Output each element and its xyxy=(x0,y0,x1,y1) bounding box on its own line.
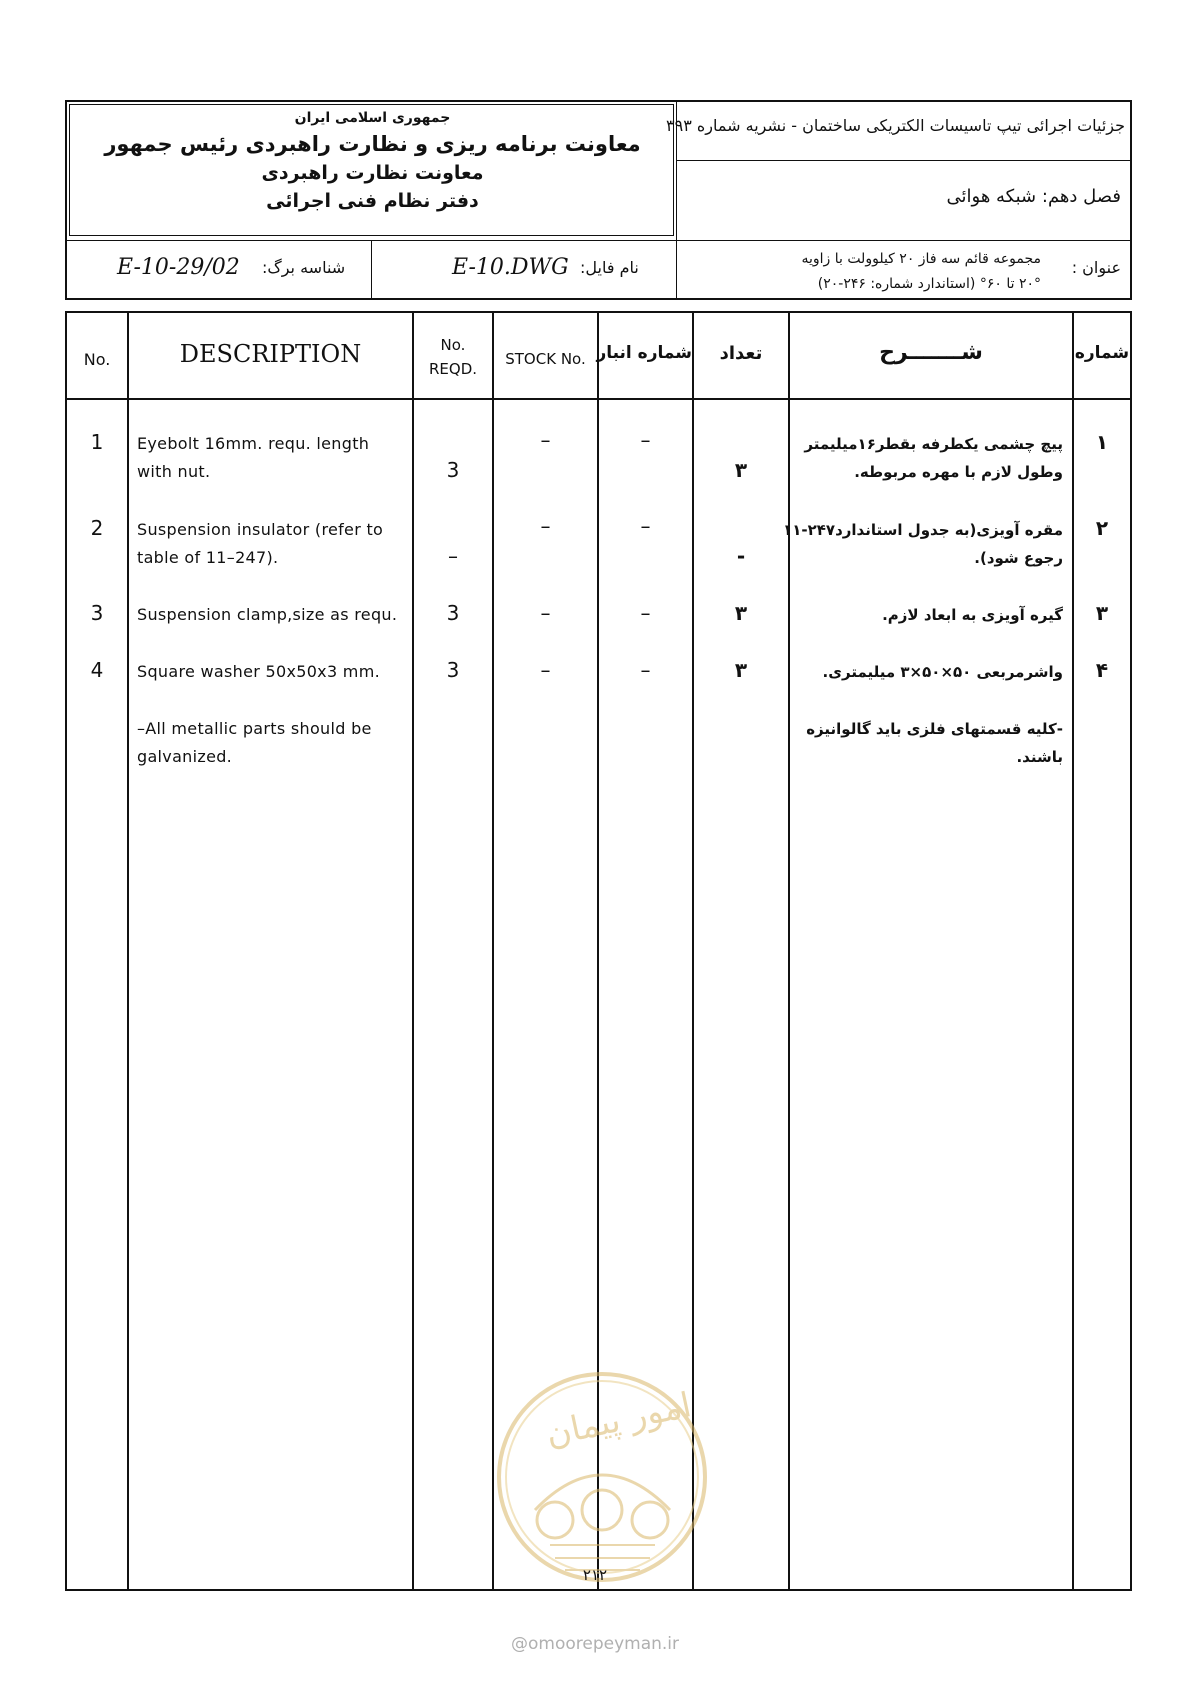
row-description-line-2: table of 11–247). xyxy=(137,548,279,567)
row-no-fa: ۴ xyxy=(1095,658,1109,682)
row-stock: – xyxy=(540,601,551,625)
row-description-fa-line-2: وطول لازم با مهره مربوطه. xyxy=(854,463,1063,481)
row-stock-fa: – xyxy=(640,428,651,452)
header-no-fa: شماره xyxy=(1074,343,1130,363)
header-reqd-line-1: No. xyxy=(440,336,466,354)
row-reqd: – xyxy=(448,544,458,568)
row-no-fa: ۳ xyxy=(1095,601,1109,625)
header-stock-fa: شماره انبار xyxy=(596,343,692,363)
row-qty: ۳ xyxy=(734,458,748,482)
row-description-line-1: Suspension clamp,size as requ. xyxy=(137,605,398,624)
row-description-fa-line-1: گیره آویزی به ابعاد لازم. xyxy=(882,606,1063,624)
row-description-fa-line-1: پیچ چشمی یکطرفه بقطر۱۶میلیمتر xyxy=(804,435,1063,453)
row-description-line-2: with nut. xyxy=(137,462,211,481)
publication-title: جزئیات اجرائی تیپ تاسیسات الکتریکی ساختمان - نشریه شماره ۳۹۳ xyxy=(666,116,1125,135)
note-fa-line-2: باشند. xyxy=(1016,748,1063,766)
chapter-name: شبکه هوائی xyxy=(946,186,1037,207)
row-qty: ۳ xyxy=(734,601,748,625)
row-no-fa: ۱ xyxy=(1095,430,1109,454)
header-description-fa: شـــــــرح xyxy=(879,340,983,365)
sheet-id: E-10-29/02 xyxy=(117,255,240,280)
watermark-seal xyxy=(495,1370,710,1585)
row-stock-fa: – xyxy=(640,601,651,625)
note-en-line-2: galvanized. xyxy=(137,747,233,766)
file-label: نام فایل: xyxy=(580,258,639,277)
sheet-label: شناسه برگ: xyxy=(262,258,346,277)
row-qty: - xyxy=(736,544,746,568)
org-deputy: معاونت برنامه ریزی و نظارت راهبردی رئیس جمهور xyxy=(104,132,641,156)
row-description-fa-line-1: واشرمربعی ۵۰×۵۰×۳ میلیمتری. xyxy=(822,663,1063,681)
row-no: 3 xyxy=(90,601,104,625)
chapter-heading xyxy=(947,186,1122,207)
row-stock-fa: – xyxy=(640,514,651,538)
row-no-fa: ۲ xyxy=(1095,516,1109,540)
title-line-2: ۲۰° تا ۶۰° (استاندارد شماره: ۲۴۶-۲۰) xyxy=(817,276,1041,292)
header-qty-fa: تعداد xyxy=(719,343,763,364)
watermark-site: @omoorepeyman.ir xyxy=(510,1634,680,1654)
title-label: عنوان : xyxy=(1071,258,1121,277)
watermark-text: امور پیمان xyxy=(542,1385,695,1455)
row-no: 1 xyxy=(90,430,104,454)
header-stock: STOCK No. xyxy=(505,350,586,368)
row-stock: – xyxy=(540,514,551,538)
title-line-1: مجموعه قائم سه فاز ۲۰ کیلوولت با زاویه xyxy=(801,251,1041,267)
row-no: 4 xyxy=(90,658,104,682)
row-description-line-1: Square washer 50x50x3 mm. xyxy=(137,662,380,681)
row-reqd: 3 xyxy=(446,601,460,625)
row-description-fa-line-1: مقره آویزی(به جدول استاندارد۲۴۷-۱۱ xyxy=(783,521,1063,539)
org-country: جمهوری اسلامی ایران xyxy=(294,110,451,126)
org-supervision: معاونت نظارت راهبردی xyxy=(261,162,484,184)
row-reqd: 3 xyxy=(446,658,460,682)
header-description: DESCRIPTION xyxy=(179,340,362,368)
row-stock-fa: – xyxy=(640,658,651,682)
row-reqd: 3 xyxy=(446,458,460,482)
note-fa-line-1: -کلیه قسمتهای فلزی باید گالوانیزه xyxy=(806,720,1063,738)
row-description-line-1: Eyebolt 16mm. requ. length xyxy=(137,434,370,453)
file-name: E-10.DWG xyxy=(452,255,569,280)
row-description-line-1: Suspension insulator (refer to xyxy=(137,520,384,539)
row-description-fa-line-2: رجوع شود). xyxy=(974,549,1063,567)
header-no: No. xyxy=(83,350,111,369)
header-reqd-line-2: REQD. xyxy=(428,360,478,378)
org-office: دفتر نظام فنی اجرائی xyxy=(266,190,479,212)
chapter-label: فصل دهم: xyxy=(1041,186,1121,207)
row-no: 2 xyxy=(90,516,104,540)
row-qty: ۳ xyxy=(734,658,748,682)
note-en-line-1: –All metallic parts should be xyxy=(137,719,372,738)
row-stock: – xyxy=(540,658,551,682)
row-stock: – xyxy=(540,428,551,452)
page-number: ۲۱۲ xyxy=(582,1566,608,1584)
